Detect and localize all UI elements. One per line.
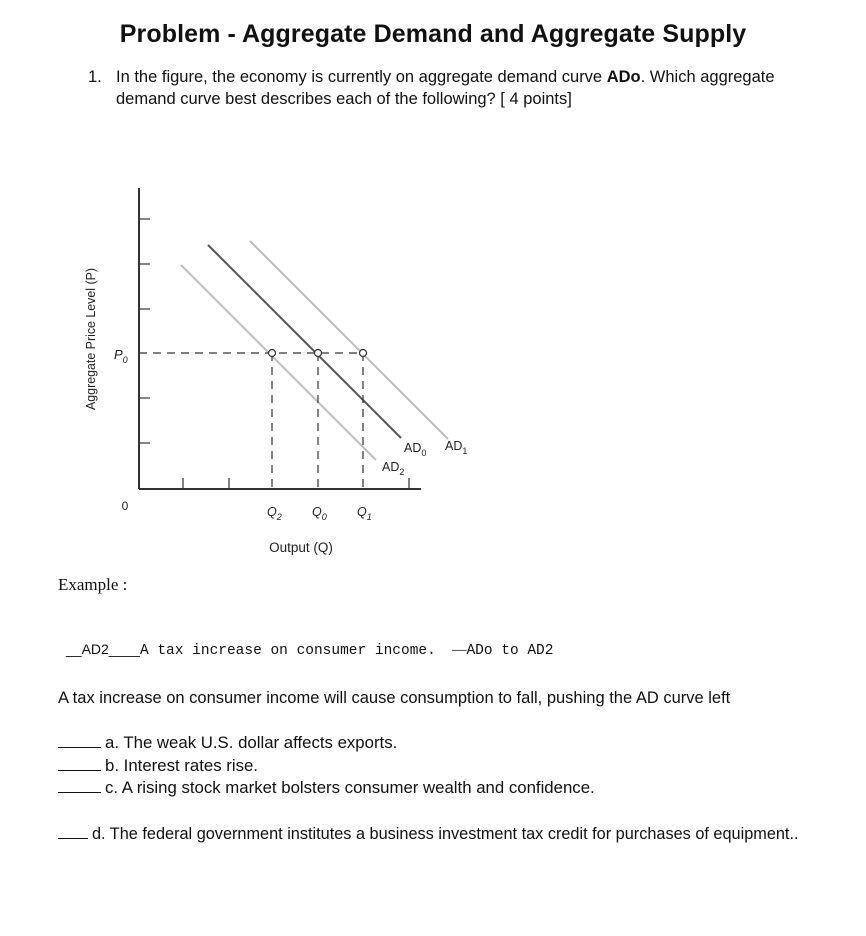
curve-label-base: AD bbox=[404, 441, 422, 455]
y-ticks bbox=[139, 219, 150, 443]
answer-blank-b[interactable] bbox=[58, 756, 101, 771]
page-title: Problem - Aggregate Demand and Aggregate Supply bbox=[119, 20, 747, 48]
item-b-text: b. Interest rates rise. bbox=[105, 756, 258, 775]
item-c bbox=[58, 778, 595, 798]
curve-label-sub: 1 bbox=[462, 446, 468, 456]
ad1-label bbox=[445, 439, 467, 456]
item-d-text: d. The federal government institutes a business investment tax credit for purchases of equipment.. bbox=[92, 825, 799, 843]
example-label: Example : bbox=[58, 575, 128, 594]
q-label-base: Q bbox=[357, 505, 367, 519]
ad0-label bbox=[404, 441, 426, 458]
q-label-base: Q bbox=[312, 505, 322, 519]
price-label-sub: 0 bbox=[122, 355, 128, 365]
question-text-part: In the figure, the economy is currently on aggregate demand curve bbox=[116, 68, 607, 86]
q2-label bbox=[267, 505, 282, 522]
answer-blank-a[interactable] bbox=[58, 733, 101, 748]
item-d bbox=[58, 823, 818, 846]
example-description: A tax increase on consumer income. bbox=[139, 643, 436, 659]
curve-label-base: AD bbox=[382, 460, 400, 474]
answer-blank-d[interactable] bbox=[58, 824, 88, 839]
item-a-text: a. The weak U.S. dollar affects exports. bbox=[105, 733, 398, 752]
ad1-curve bbox=[250, 241, 448, 439]
example-shift: ADo to AD2 bbox=[466, 643, 554, 659]
example-explanation: A tax increase on consumer income will cause consumption to fall, pushing the AD curve left bbox=[58, 689, 731, 707]
q1-label bbox=[357, 505, 372, 522]
y-axis-label: Aggregate Price Level (P) bbox=[83, 261, 98, 410]
curve-label-sub: 2 bbox=[399, 467, 405, 477]
x-axis-label: Output (Q) bbox=[269, 540, 333, 555]
origin-label: 0 bbox=[121, 499, 129, 513]
x-ticks bbox=[183, 478, 409, 489]
ad2-label bbox=[382, 460, 404, 477]
example-line bbox=[66, 641, 553, 659]
item-b bbox=[58, 756, 258, 776]
question-text-part: . Which aggregate demand curve best describes each of the following? [ 4 points] bbox=[116, 68, 775, 108]
curve-label-sub: 0 bbox=[421, 448, 427, 458]
example-answer: __AD2____ bbox=[66, 641, 140, 657]
answer-blank-c[interactable] bbox=[58, 778, 101, 793]
q-label-base: Q bbox=[267, 505, 277, 519]
q-label-sub: 0 bbox=[321, 512, 327, 522]
question-number: 1. bbox=[88, 68, 102, 86]
dashed-guides bbox=[139, 353, 363, 489]
q-label-sub: 2 bbox=[276, 512, 282, 522]
price-level-label bbox=[114, 347, 128, 365]
q0-label bbox=[312, 505, 327, 522]
ad0-curve bbox=[208, 245, 401, 438]
item-c-text: c. A rising stock market bolsters consumer wealth and confidence. bbox=[105, 778, 595, 797]
price-label-base: P bbox=[114, 347, 123, 362]
q-label-sub: 1 bbox=[366, 512, 372, 522]
ad2-curve bbox=[181, 265, 376, 460]
item-a bbox=[58, 733, 397, 753]
arrow-dash: — bbox=[451, 642, 467, 658]
question-curve-name: ADo bbox=[606, 68, 641, 86]
curve-label-base: AD bbox=[445, 439, 463, 453]
